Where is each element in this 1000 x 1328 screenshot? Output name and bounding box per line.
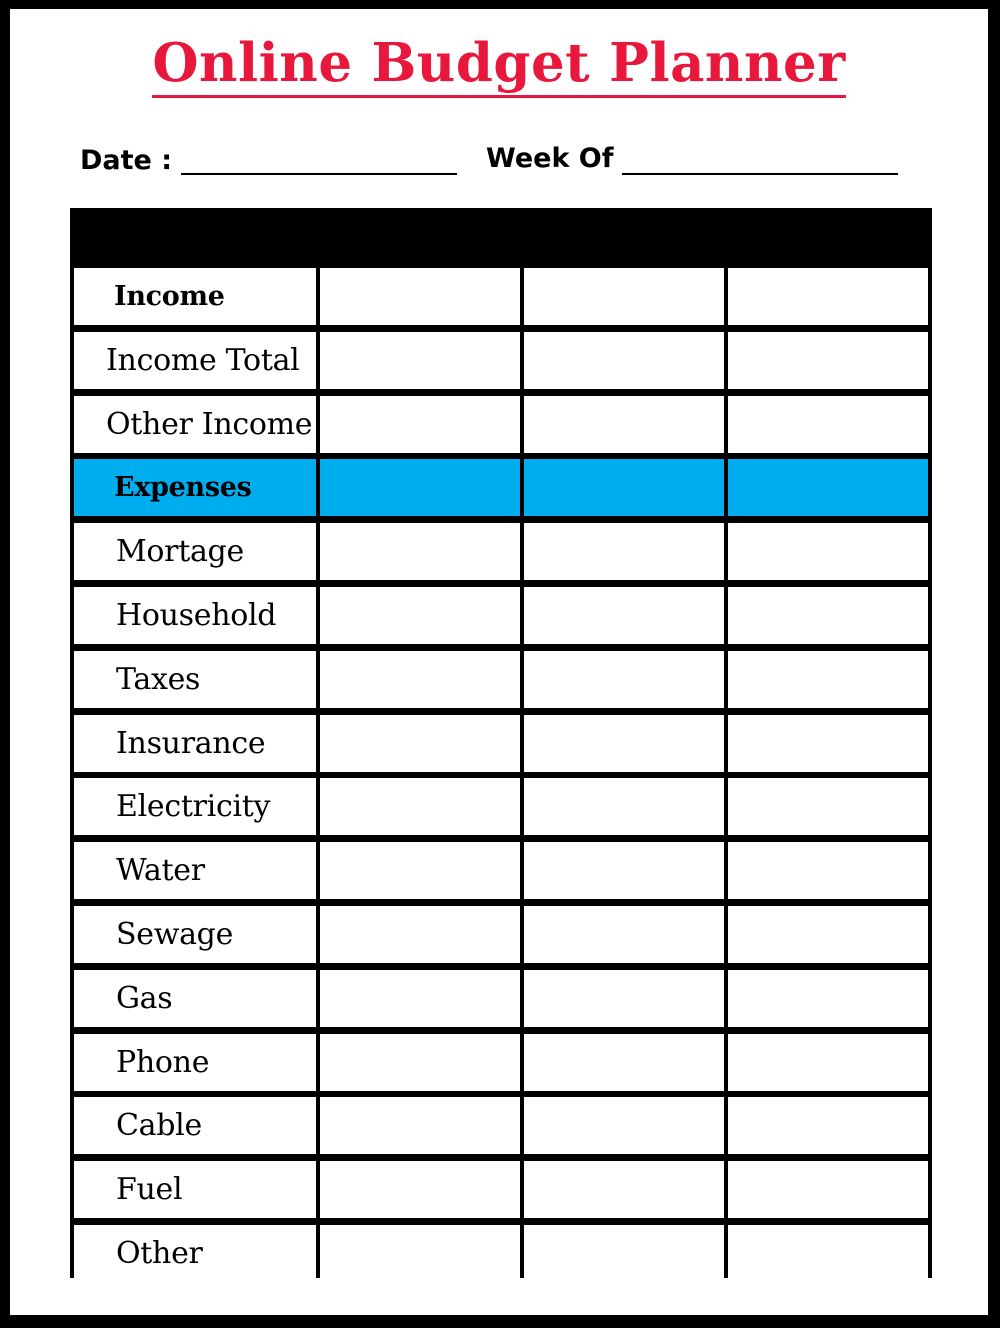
entry-cell-col-1[interactable] (320, 778, 520, 835)
row-label: Income (114, 281, 225, 312)
week-of-field[interactable] (622, 173, 898, 175)
row-label: Fuel (116, 1172, 183, 1208)
row-label: Other (116, 1236, 203, 1271)
entry-cell-col-2[interactable] (524, 1161, 724, 1218)
week-of-label: Week Of (486, 143, 614, 174)
entry-cell-col-3[interactable] (728, 1161, 928, 1218)
row-label-cell (74, 842, 316, 899)
table-row (74, 523, 928, 580)
row-label-cell (74, 587, 316, 644)
row-label-cell (74, 1097, 316, 1154)
budget-table (70, 208, 932, 1278)
entry-cell-col-3[interactable] (728, 778, 928, 835)
page-title-text: Online Budget Planner (152, 33, 845, 98)
row-label: Expenses (114, 472, 252, 504)
row-label: Cable (116, 1108, 202, 1144)
entry-cell-col-2[interactable] (524, 1225, 724, 1282)
table-header-bar (70, 208, 932, 264)
row-label-cell (74, 778, 316, 835)
entry-cell-col-3[interactable] (728, 715, 928, 772)
row-label-cell (74, 1161, 316, 1218)
entry-cell-col-3[interactable] (728, 970, 928, 1027)
table-row (74, 587, 928, 644)
entry-cell-col-3[interactable] (728, 1034, 928, 1091)
table-row (74, 842, 928, 899)
table-row (74, 651, 928, 708)
table-row (74, 1225, 928, 1282)
entry-cell-col-2[interactable] (524, 396, 724, 453)
entry-cell-col-2[interactable] (524, 268, 724, 325)
row-label-cell (74, 1034, 316, 1091)
table-row (74, 1034, 928, 1091)
table-row (74, 715, 928, 772)
entry-cell-col-1[interactable] (320, 906, 520, 963)
entry-cell-col-1[interactable] (320, 1034, 520, 1091)
entry-cell-col-3[interactable] (728, 332, 928, 389)
row-label-cell (74, 396, 316, 453)
entry-cell-col-2[interactable] (524, 970, 724, 1027)
row-label: Gas (116, 980, 173, 1016)
row-label-cell (74, 459, 316, 516)
row-label-cell (74, 970, 316, 1027)
row-label: Water (116, 853, 205, 889)
row-label: Household (116, 598, 277, 633)
row-label-cell (74, 523, 316, 580)
row-label: Other Income (106, 406, 313, 442)
row-label: Sewage (116, 917, 234, 952)
entry-cell-col-1[interactable] (320, 1097, 520, 1154)
entry-cell-col-2[interactable] (524, 906, 724, 963)
table-row (74, 1097, 928, 1154)
entry-cell-col-2[interactable] (524, 459, 724, 516)
entry-cell-col-2[interactable] (524, 715, 724, 772)
row-label: Electricity (116, 789, 271, 825)
entry-cell-col-1[interactable] (320, 651, 520, 708)
table-row (74, 1161, 928, 1218)
entry-cell-col-3[interactable] (728, 268, 928, 325)
entry-cell-col-3[interactable] (728, 1097, 928, 1154)
table-row (74, 332, 928, 389)
entry-cell-col-2[interactable] (524, 651, 724, 708)
entry-cell-col-2[interactable] (524, 778, 724, 835)
entry-cell-col-2[interactable] (524, 842, 724, 899)
entry-cell-col-1[interactable] (320, 970, 520, 1027)
page-title (10, 33, 988, 98)
entry-cell-col-2[interactable] (524, 332, 724, 389)
row-label: Mortage (116, 534, 244, 570)
entry-cell-col-3[interactable] (728, 523, 928, 580)
date-field[interactable] (181, 173, 457, 175)
entry-cell-col-3[interactable] (728, 1225, 928, 1282)
entry-cell-col-1[interactable] (320, 842, 520, 899)
row-label: Taxes (116, 661, 201, 697)
entry-cell-col-1[interactable] (320, 268, 520, 325)
row-label-cell (74, 1225, 316, 1282)
entry-cell-col-3[interactable] (728, 842, 928, 899)
table-row (74, 778, 928, 835)
entry-cell-col-1[interactable] (320, 396, 520, 453)
table-row (74, 396, 928, 453)
entry-cell-col-3[interactable] (728, 906, 928, 963)
entry-cell-col-3[interactable] (728, 587, 928, 644)
row-label-cell (74, 268, 316, 325)
entry-cell-col-1[interactable] (320, 715, 520, 772)
table-row (74, 970, 928, 1027)
entry-cell-col-1[interactable] (320, 459, 520, 516)
entry-cell-col-1[interactable] (320, 1225, 520, 1282)
planner-page (10, 9, 988, 1315)
entry-cell-col-2[interactable] (524, 1034, 724, 1091)
entry-cell-col-1[interactable] (320, 587, 520, 644)
row-label-cell (74, 332, 316, 389)
date-label: Date : (80, 145, 173, 176)
row-label-cell (74, 906, 316, 963)
table-row (74, 906, 928, 963)
row-label-cell (74, 651, 316, 708)
entry-cell-col-2[interactable] (524, 523, 724, 580)
entry-cell-col-1[interactable] (320, 523, 520, 580)
entry-cell-col-1[interactable] (320, 1161, 520, 1218)
row-label-cell (74, 715, 316, 772)
entry-cell-col-2[interactable] (524, 1097, 724, 1154)
row-label: Phone (116, 1044, 210, 1080)
entry-cell-col-1[interactable] (320, 332, 520, 389)
table-row (74, 268, 928, 325)
row-label: Income Total (106, 342, 300, 378)
entry-cell-col-3[interactable] (728, 396, 928, 453)
table-row (74, 459, 928, 516)
entry-cell-col-3[interactable] (728, 459, 928, 516)
row-label: Insurance (116, 725, 266, 761)
entry-cell-col-2[interactable] (524, 587, 724, 644)
entry-cell-col-3[interactable] (728, 651, 928, 708)
